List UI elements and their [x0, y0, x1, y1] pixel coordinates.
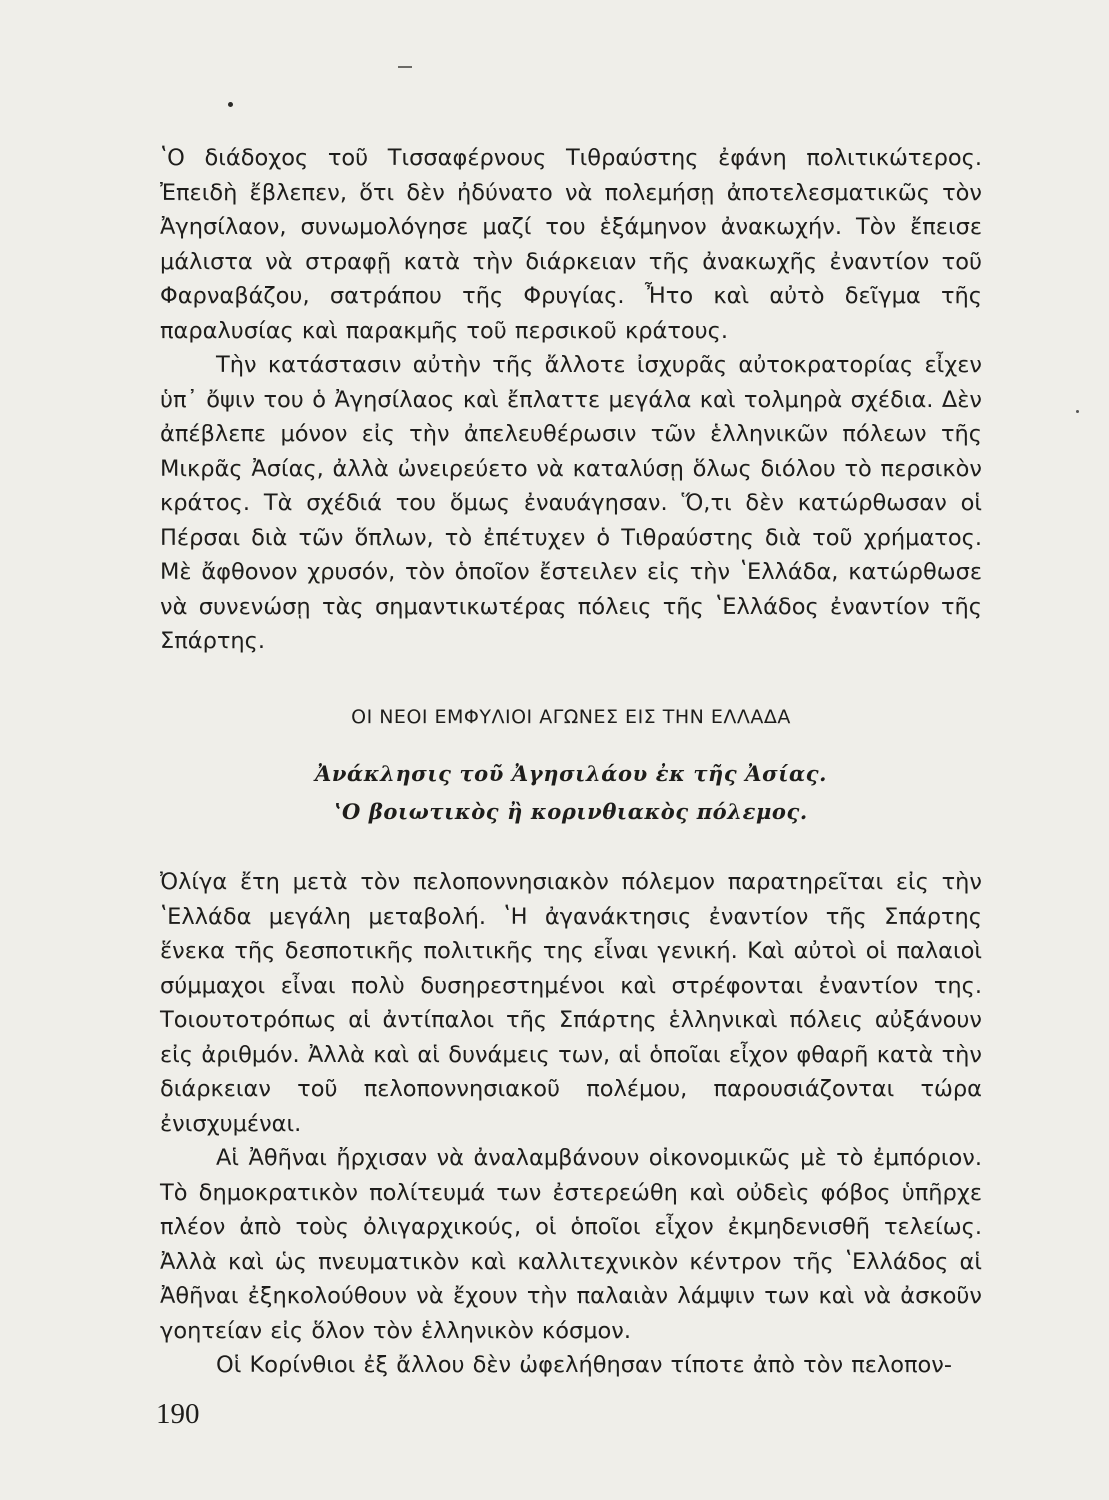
section-heading: ΟΙ ΝΕΟΙ ΕΜΦΥΛΙΟΙ ΑΓΩΝΕΣ ΕΙΣ ΤΗΝ ΕΛΛΑΔΑ: [351, 706, 791, 728]
print-speck: [1076, 410, 1079, 413]
print-mark: [398, 66, 412, 68]
paragraph: Αἱ Ἀθῆναι ἤρχισαν νὰ ἀναλαμβάνουν οἰκονομικῶς μὲ τὸ ἐμπόριον. Τὸ δημοκρατικὸν πολίτευμά των ἐστερεώθη καὶ οὐδεὶς φόβος ὑπῆρχε πλέον ἀπὸ τοὺς ὀλιγαρχικούς, οἱ ὁποῖοι εἶχον ἐκμηδενισθῆ τελείως. Ἀλλὰ καὶ ὡς πνευματικὸν καὶ καλλιτεχνικὸν κέντρον τῆς ʽΕλλάδος αἱ Ἀθῆναι ἐξηκολούθουν νὰ ἔχουν τὴν παλαιὰν λάμψιν των καὶ νὰ ἀσκοῦν γοητείαν εἰς ὅλον τὸν ἑλληνικὸν κόσμον.: [160, 1145, 982, 1344]
paragraph: Τὴν κατάστασιν αὐτὴν τῆς ἄλλοτε ἰσχυρᾶς αὐτοκρατορίας εἶχεν ὑπ᾿ ὄψιν του ὁ Ἀγησίλαος καὶ ἔπλαττε μεγάλα καὶ τολμηρὰ σχέδια. Δὲν ἀπέβλεπε μόνον εἰς τὴν ἀπελευθέρωσιν τῶν ἑλληνικῶν πόλεων τῆς Μικρᾶς Ἀσίας, ἀλλὰ ὠνειρεύετο νὰ καταλύσῃ ὅλως διόλου τὸ περσικὸν κράτος. Τὰ σχέδιά του ὅμως ἐναυάγησαν. Ὅ,τι δὲν κατώρθωσαν οἱ Πέρσαι διὰ τῶν ὅπλων, τὸ ἐπέτυχεν ὁ Τιθραύστης διὰ τοῦ χρήματος. Μὲ ἄφθονον χρυσόν, τὸν ὁποῖον ἔστειλεν εἰς τὴν ʽΕλλάδα, κατώρθωσε νὰ συνενώσῃ τὰς σημαντικωτέρας πόλεις τῆς ʽΕλλάδος ἐναντίον τῆς Σπάρτης.: [160, 352, 982, 654]
paragraph: Οἱ Κορίνθιοι ἐξ ἄλλου δὲν ὠφελήθησαν τίποτε ἀπὸ τὸν πελοπον-: [216, 1352, 952, 1378]
print-speck: [228, 102, 233, 107]
paragraph: ʽΟ διάδοχος τοῦ Τισσαφέρνους Τιθραύστης ἐφάνη πολιτικώτερος. Ἐπειδὴ ἔβλεπεν, ὅτι δὲν ἠδύνατο νὰ πολεμήσῃ ἀποτελεσματικῶς τὸν Ἀγησίλαον, συνωμολόγησε μαζί του ἑξάμηνον ἀνακωχήν. Τὸν ἔπεισε μάλιστα νὰ στραφῇ κατὰ τὴν διάρκειαν τῆς ἀνακωχῆς ἐναντίον τοῦ Φαρναβάζου, σατράπου τῆς Φρυγίας. Ἦτο καὶ αὐτὸ δεῖγμα τῆς παραλυσίας καὶ παρακμῆς τοῦ περσικοῦ κράτους.: [160, 145, 982, 344]
body-text-bottom: [160, 865, 982, 1383]
paragraph: Ὀλίγα ἔτη μετὰ τὸν πελοποννησιακὸν πόλεμον παρατηρεῖται εἰς τὴν ʽΕλλάδα μεγάλη μεταβολή. ʽΗ ἀγανάκτησις ἐναντίον τῆς Σπάρτης ἕνεκα τῆς δεσποτικῆς πολιτικῆς της εἶναι γενική. Καὶ αὐτοὶ οἱ παλαιοὶ σύμμαχοι εἶναι πολὺ δυσηρεστημένοι καὶ στρέφονται ἐναντίον της. Τοιουτοτρόπως αἱ ἀντίπαλοι τῆς Σπάρτης ἑλληνικαὶ πόλεις αὐξάνουν εἰς ἀριθμόν. Ἀλλὰ καὶ αἱ δυνάμεις των, αἱ ὁποῖαι εἶχον φθαρῆ κατὰ τὴν διάρκειαν τοῦ πελοποννησιακοῦ πολέμου, παρουσιάζονται τώρα ἐνισχυμέναι.: [160, 869, 982, 1137]
subheading: Ἀνάκλησις τοῦ Ἀγησιλάου ἐκ τῆς Ἀσίας.: [314, 761, 828, 786]
body-text-top: [160, 141, 982, 659]
page-number: 190: [156, 1398, 200, 1430]
subheading: ʽΟ βοιωτικὸς ἢ κορινθιακὸς πόλεμος.: [334, 799, 808, 824]
